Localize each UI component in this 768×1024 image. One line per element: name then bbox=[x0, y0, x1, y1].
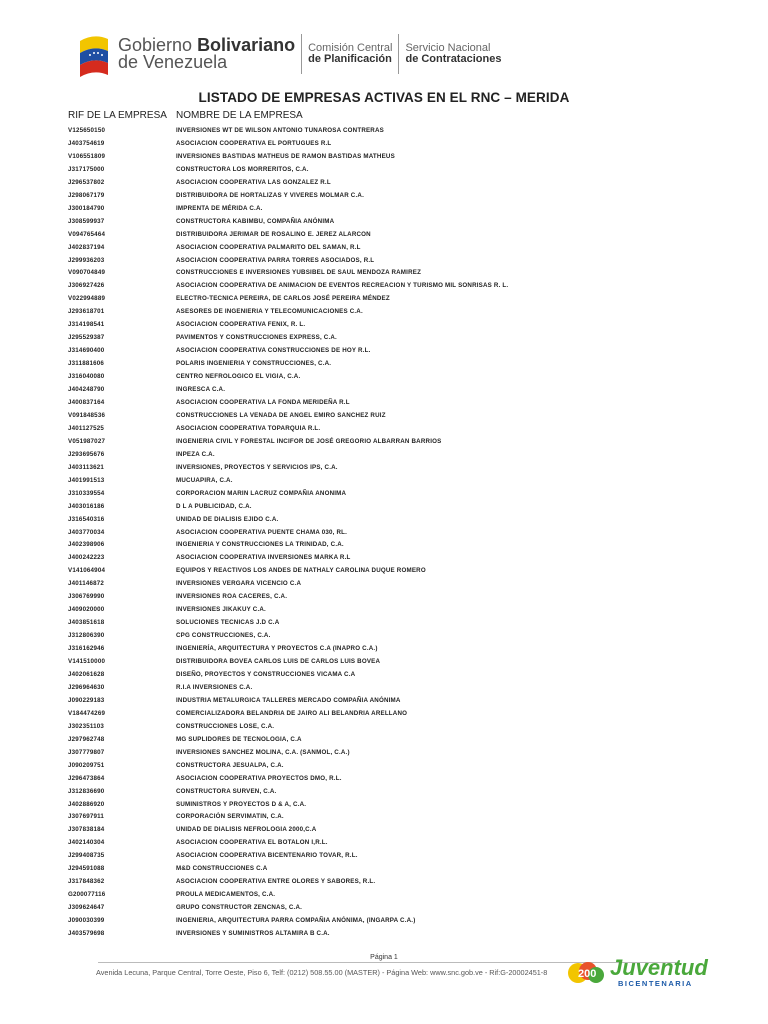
rif-cell: V090704849 bbox=[68, 269, 106, 277]
table-row bbox=[68, 888, 688, 901]
company-name-cell: CONSTRUCTORA JESUALPA, C.A. bbox=[176, 761, 284, 769]
rif-cell: J298067179 bbox=[68, 191, 105, 199]
company-name-cell: MUCUAPIRA, C.A. bbox=[176, 476, 233, 484]
rif-cell: J312836690 bbox=[68, 787, 105, 795]
rif-cell: J299936203 bbox=[68, 256, 105, 264]
rif-cell: J296473864 bbox=[68, 774, 105, 782]
company-name-cell: ASOCIACION COOPERATIVA EL BOTALON I,R.L. bbox=[176, 839, 328, 847]
rif-cell: V141064904 bbox=[68, 567, 106, 575]
table-row bbox=[68, 901, 688, 914]
rif-cell: J312806390 bbox=[68, 632, 105, 640]
rif-cell: J090030399 bbox=[68, 917, 105, 925]
rif-cell: G200077116 bbox=[68, 891, 106, 899]
companies-table bbox=[68, 110, 688, 940]
table-row bbox=[68, 396, 688, 409]
company-name-cell: CONSTRUCTORA KABIMBU, COMPAÑIA ANÓNIMA bbox=[176, 217, 335, 225]
gov-line1-b: Bolivariano bbox=[197, 35, 296, 55]
table-row bbox=[68, 137, 688, 150]
org-planificacion bbox=[308, 43, 392, 65]
rif-cell: J090209751 bbox=[68, 761, 105, 769]
table-row bbox=[68, 785, 688, 798]
table-row bbox=[68, 228, 688, 241]
company-name-cell: CORPORACIÓN SERVIMATIN, C.A. bbox=[176, 813, 284, 821]
company-name-cell: INDUSTRIA METALURGICA TALLERES MERCADO COMPAÑIA ANÓNIMA bbox=[176, 696, 401, 704]
rif-cell: J296964630 bbox=[68, 683, 105, 691]
rif-cell: J403754619 bbox=[68, 139, 105, 147]
table-row bbox=[68, 474, 688, 487]
rif-cell: J403016186 bbox=[68, 502, 105, 510]
org1-line1: Comisión Central bbox=[308, 42, 393, 54]
table-row bbox=[68, 435, 688, 448]
table-row bbox=[68, 603, 688, 616]
rif-cell: J090229183 bbox=[68, 696, 105, 704]
table-row bbox=[68, 875, 688, 888]
table-row bbox=[68, 642, 688, 655]
company-name-cell: DISTRIBUIDORA DE HORTALIZAS Y VIVERES MOLMAR C.A. bbox=[176, 191, 364, 199]
svg-text:200: 200 bbox=[578, 968, 597, 980]
column-header-name: NOMBRE DE LA EMPRESA bbox=[176, 110, 303, 121]
company-name-cell: PROULA MEDICAMENTOS, C.A. bbox=[176, 891, 276, 899]
rif-cell: J309624647 bbox=[68, 904, 105, 912]
company-name-cell: INVERSIONES, PROYECTOS Y SERVICIOS IPS, C.A. bbox=[176, 463, 338, 471]
table-row bbox=[68, 823, 688, 836]
table-row bbox=[68, 862, 688, 875]
rif-cell: J401127525 bbox=[68, 424, 105, 432]
table-row bbox=[68, 551, 688, 564]
rif-cell: J316540316 bbox=[68, 515, 105, 523]
company-name-cell: ASOCIACION COOPERATIVA PROYECTOS DMO, R.L. bbox=[176, 774, 342, 782]
company-name-cell: DISTRIBUIDORA BOVEA CARLOS LUIS DE CARLOS LUIS BOVEA bbox=[176, 658, 381, 666]
rif-cell: J307838184 bbox=[68, 826, 105, 834]
rif-cell: V022994889 bbox=[68, 295, 106, 303]
table-row bbox=[68, 266, 688, 279]
company-name-cell: INVERSIONES JIKAKUY C.A. bbox=[176, 606, 266, 614]
company-name-cell: ELECTRO-TECNICA PEREIRA, DE CARLOS JOSÉ PEREIRA MÉNDEZ bbox=[176, 295, 390, 303]
rif-cell: J403579698 bbox=[68, 930, 105, 938]
org2-line1: Servicio Nacional bbox=[405, 42, 491, 54]
company-name-cell: DISEÑO, PROYECTOS Y CONSTRUCCIONES VICAMA C.A bbox=[176, 671, 356, 678]
company-name-cell: INVERSIONES ROA CACERES, C.A. bbox=[176, 593, 288, 601]
table-row bbox=[68, 733, 688, 746]
company-name-cell: MG SUPLIDORES DE TECNOLOGIA, C.A bbox=[176, 735, 302, 743]
rif-cell: J316162946 bbox=[68, 645, 105, 653]
table-row bbox=[68, 124, 688, 137]
footer-address: Avenida Lecuna, Parque Central, Torre Oeste, Piso 6, Telf: (0212) 508.55.00 (MASTER) - Página Web: www.snc.gob.ve - Rif:G-20002451-8 bbox=[96, 968, 548, 977]
company-name-cell: ASOCIACION COOPERATIVA ENTRE OLORES Y SABORES, R.L. bbox=[176, 878, 376, 886]
rif-cell: V051987027 bbox=[68, 437, 106, 445]
company-name-cell: INPEZA C.A. bbox=[176, 450, 215, 458]
org-contrataciones bbox=[405, 43, 501, 65]
rif-cell: J402140304 bbox=[68, 839, 105, 847]
company-name-cell: CENTRO NEFROLOGICO EL VIGIA, C.A. bbox=[176, 373, 301, 381]
company-name-cell: IMPRENTA DE MÉRIDA C.A. bbox=[176, 204, 263, 212]
rif-cell: J403851618 bbox=[68, 619, 105, 627]
rif-cell: J293695676 bbox=[68, 450, 105, 458]
company-name-cell: INGENIERÍA, ARQUITECTURA Y PROYECTOS C.A (INAPRO C.A.) bbox=[176, 645, 378, 653]
rif-cell: J307779807 bbox=[68, 748, 105, 756]
table-row bbox=[68, 254, 688, 267]
table-row bbox=[68, 383, 688, 396]
rif-cell: J403770034 bbox=[68, 528, 105, 536]
rif-cell: J308599937 bbox=[68, 217, 105, 225]
rif-cell: J310339554 bbox=[68, 489, 105, 497]
rif-cell: J400242223 bbox=[68, 554, 105, 562]
table-row bbox=[68, 564, 688, 577]
table-row bbox=[68, 150, 688, 163]
company-name-cell: ASOCIACION COOPERATIVA PALMARITO DEL SAMAN, R.L bbox=[176, 243, 361, 251]
table-row bbox=[68, 202, 688, 215]
rif-cell: J404248790 bbox=[68, 386, 105, 394]
company-name-cell: ASOCIACION COOPERATIVA FENIX, R. L. bbox=[176, 321, 306, 329]
table-row bbox=[68, 836, 688, 849]
table-row bbox=[68, 357, 688, 370]
rif-cell: J403113621 bbox=[68, 463, 105, 471]
venezuela-flag-logo bbox=[76, 31, 112, 77]
rif-cell: J317848362 bbox=[68, 878, 105, 886]
company-name-cell: M&D CONSTRUCCIONES C.A bbox=[176, 865, 268, 873]
company-name-cell: PAVIMENTOS Y CONSTRUCCIONES EXPRESS, C.A. bbox=[176, 334, 337, 342]
company-name-cell: INVERSIONES SANCHEZ MOLINA, C.A. (SANMOL, C.A.) bbox=[176, 748, 350, 756]
table-row bbox=[68, 616, 688, 629]
table-row bbox=[68, 759, 688, 772]
rif-cell: V091848536 bbox=[68, 411, 106, 419]
table-row bbox=[68, 461, 688, 474]
document-header bbox=[76, 26, 501, 82]
company-name-cell: CORPORACION MARIN LACRUZ COMPAÑIA ANONIMA bbox=[176, 489, 347, 497]
rif-cell: J296537802 bbox=[68, 178, 105, 186]
juventud-bicentenaria-logo bbox=[566, 955, 706, 991]
table-row bbox=[68, 539, 688, 552]
rif-cell: J409020000 bbox=[68, 606, 105, 614]
table-row bbox=[68, 811, 688, 824]
table-row bbox=[68, 629, 688, 642]
table-row bbox=[68, 292, 688, 305]
rif-cell: V141510000 bbox=[68, 658, 106, 666]
rif-cell: J314690400 bbox=[68, 347, 105, 355]
rif-cell: J400837164 bbox=[68, 398, 105, 406]
table-row bbox=[68, 331, 688, 344]
table-row bbox=[68, 526, 688, 539]
company-name-cell: EQUIPOS Y REACTIVOS LOS ANDES DE NATHALY CAROLINA DUQUE ROMERO bbox=[176, 567, 426, 575]
rif-cell: J402398906 bbox=[68, 541, 105, 549]
rif-cell: J402061628 bbox=[68, 671, 105, 678]
rif-cell: J297962748 bbox=[68, 735, 105, 743]
table-row bbox=[68, 798, 688, 811]
table-row bbox=[68, 720, 688, 733]
table-row bbox=[68, 694, 688, 707]
table-row bbox=[68, 163, 688, 176]
company-name-cell: CONSTRUCCIONES E INVERSIONES YUBSIBEL DE SAUL MENDOZA RAMIREZ bbox=[176, 269, 422, 277]
table-row bbox=[68, 318, 688, 331]
company-name-cell: ASOCIACION COOPERATIVA PUENTE CHAMA 030, RL. bbox=[176, 528, 348, 536]
company-name-cell: GRUPO CONSTRUCTOR ZENCNAS, C.A. bbox=[176, 904, 303, 912]
table-row bbox=[68, 927, 688, 940]
table-row bbox=[68, 772, 688, 785]
rif-cell: J294591088 bbox=[68, 865, 105, 873]
table-row bbox=[68, 189, 688, 202]
company-name-cell: SOLUCIONES TECNICAS J.D C.A bbox=[176, 619, 280, 627]
rif-cell: J401991513 bbox=[68, 476, 105, 484]
company-name-cell: UNIDAD DE DIALISIS NEFROLOGIA 2000,C.A bbox=[176, 826, 317, 834]
rif-cell: J316040080 bbox=[68, 373, 105, 381]
company-name-cell: CONSTRUCCIONES LOSE, C.A. bbox=[176, 722, 275, 730]
table-row bbox=[68, 668, 688, 681]
company-name-cell: COMERCIALIZADORA BELANDRIA DE JAIRO ALI BELANDRIA ARELLANO bbox=[176, 709, 408, 717]
company-name-cell: INVERSIONES WT DE WILSON ANTONIO TUNAROSA CONTRERAS bbox=[176, 126, 384, 134]
rif-cell: J317175000 bbox=[68, 165, 105, 173]
table-row bbox=[68, 500, 688, 513]
table-row bbox=[68, 409, 688, 422]
table-row bbox=[68, 849, 688, 862]
table-row bbox=[68, 655, 688, 668]
org1-line2: de Planificación bbox=[308, 53, 392, 65]
table-row bbox=[68, 914, 688, 927]
company-name-cell: INGENIERIA Y CONSTRUCCIONES LA TRINIDAD, C.A. bbox=[176, 541, 344, 549]
company-name-cell: CONSTRUCTORA SURVEN, C.A. bbox=[176, 787, 277, 795]
rif-cell: J402886920 bbox=[68, 800, 105, 808]
page-number: Página 1 bbox=[370, 954, 398, 961]
rif-cell: J299408735 bbox=[68, 852, 105, 860]
company-name-cell: CONSTRUCCIONES LA VENADA DE ANGEL EMIRO SANCHEZ RUIZ bbox=[176, 411, 386, 419]
juventud-word: Juventud bbox=[610, 955, 708, 980]
rif-cell: J402837194 bbox=[68, 243, 105, 251]
header-divider bbox=[398, 34, 399, 74]
rif-cell: J306927426 bbox=[68, 282, 105, 290]
rif-cell: J314198541 bbox=[68, 321, 105, 329]
company-name-cell: INVERSIONES BASTIDAS MATHEUS DE RAMON BASTIDAS MATHEUS bbox=[176, 152, 395, 160]
company-name-cell: UNIDAD DE DIALISIS EJIDO C.A. bbox=[176, 515, 279, 523]
table-row bbox=[68, 681, 688, 694]
rif-cell: J295529387 bbox=[68, 334, 105, 342]
rif-cell: J401146872 bbox=[68, 580, 105, 588]
table-row bbox=[68, 590, 688, 603]
table-row bbox=[68, 279, 688, 292]
rif-cell: J307697911 bbox=[68, 813, 105, 821]
bicentenaria-word: BICENTENARIA bbox=[618, 979, 693, 988]
company-name-cell: DISTRIBUIDORA JERIMAR DE ROSALINO E. JEREZ ALARCON bbox=[176, 230, 371, 238]
company-name-cell: CPG CONSTRUCCIONES, C.A. bbox=[176, 632, 271, 640]
company-name-cell: ASOCIACION COOPERATIVA PARRA TORRES ASOCIADOS, R.L bbox=[176, 256, 375, 264]
company-name-cell: ASESORES DE INGENIERIA Y TELECOMUNICACIONES C.A. bbox=[176, 308, 363, 316]
gov-line1-a: Gobierno bbox=[118, 35, 198, 55]
rif-cell: V184474269 bbox=[68, 709, 106, 717]
rif-cell: V125650150 bbox=[68, 126, 106, 134]
company-name-cell: ASOCIACION COOPERATIVA EL PORTUGUES R.L bbox=[176, 139, 332, 147]
table-row bbox=[68, 176, 688, 189]
table-row bbox=[68, 370, 688, 383]
table-row bbox=[68, 487, 688, 500]
table-row bbox=[68, 305, 688, 318]
company-name-cell: ASOCIACION COOPERATIVA LA FONDA MERIDEÑA R.L bbox=[176, 398, 350, 406]
gov-line2: de Venezuela bbox=[118, 52, 228, 72]
company-name-cell: POLARIS INGENIERIA Y CONSTRUCCIONES, C.A. bbox=[176, 360, 332, 368]
table-row bbox=[68, 241, 688, 254]
company-name-cell: INGENIERIA CIVIL Y FORESTAL INCIFOR DE JOSÉ GREGORIO ALBARRAN BARRIOS bbox=[176, 437, 442, 445]
table-row bbox=[68, 746, 688, 759]
rif-cell: J302351103 bbox=[68, 722, 105, 730]
company-name-cell: CONSTRUCTORA LOS MORRERITOS, C.A. bbox=[176, 165, 309, 173]
company-name-cell: D L A PUBLICIDAD, C.A. bbox=[176, 502, 252, 510]
table-header bbox=[68, 110, 688, 124]
company-name-cell: ASOCIACION COOPERATIVA TOPARQUIA R.L. bbox=[176, 424, 321, 432]
table-body bbox=[68, 124, 688, 940]
company-name-cell: INVERSIONES Y SUMINISTROS ALTAMIRA B C.A. bbox=[176, 930, 330, 938]
rif-cell: J293618701 bbox=[68, 308, 105, 316]
company-name-cell: ASOCIACION COOPERATIVA LAS GONZALEZ R.L bbox=[176, 178, 331, 186]
table-row bbox=[68, 448, 688, 461]
table-row bbox=[68, 577, 688, 590]
rif-cell: J300184790 bbox=[68, 204, 105, 212]
table-row bbox=[68, 344, 688, 357]
rif-cell: V106551809 bbox=[68, 152, 106, 160]
company-name-cell: R.I.A INVERSIONES C.A. bbox=[176, 683, 253, 691]
rif-cell: J311881606 bbox=[68, 360, 105, 368]
company-name-cell: INVERSIONES VERGARA VICENCIO C.A bbox=[176, 580, 302, 588]
company-name-cell: ASOCIACION COOPERATIVA INVERSIONES MARKA R.L bbox=[176, 554, 351, 562]
table-row bbox=[68, 215, 688, 228]
rif-cell: V094765464 bbox=[68, 230, 106, 238]
page-title: LISTADO DE EMPRESAS ACTIVAS EN EL RNC – MERIDA bbox=[198, 90, 570, 105]
government-name bbox=[118, 37, 295, 71]
org2-line2: de Contrataciones bbox=[405, 53, 502, 65]
header-divider bbox=[301, 34, 302, 74]
company-name-cell: ASOCIACION COOPERATIVA BICENTENARIO TOVAR, R.L. bbox=[176, 852, 358, 860]
company-name-cell: INGENIERIA, ARQUITECTURA PARRA COMPAÑIA ANÓNIMA, (INGARPA C.A.) bbox=[176, 917, 416, 925]
company-name-cell: ASOCIACION COOPERATIVA CONSTRUCCIONES DE HOY R.L. bbox=[176, 347, 371, 355]
company-name-cell: SUMINISTROS Y PROYECTOS D & A, C.A. bbox=[176, 800, 307, 808]
table-row bbox=[68, 513, 688, 526]
column-header-rif: RIF DE LA EMPRESA bbox=[68, 110, 167, 121]
table-row bbox=[68, 707, 688, 720]
company-name-cell: INGRESCA C.A. bbox=[176, 386, 226, 394]
table-row bbox=[68, 422, 688, 435]
rif-cell: J306769990 bbox=[68, 593, 105, 601]
company-name-cell: ASOCIACION COOPERATIVA DE ANIMACION DE EVENTOS RECREACION Y TURISMO MIL SONRISAS R. L. bbox=[176, 282, 509, 290]
